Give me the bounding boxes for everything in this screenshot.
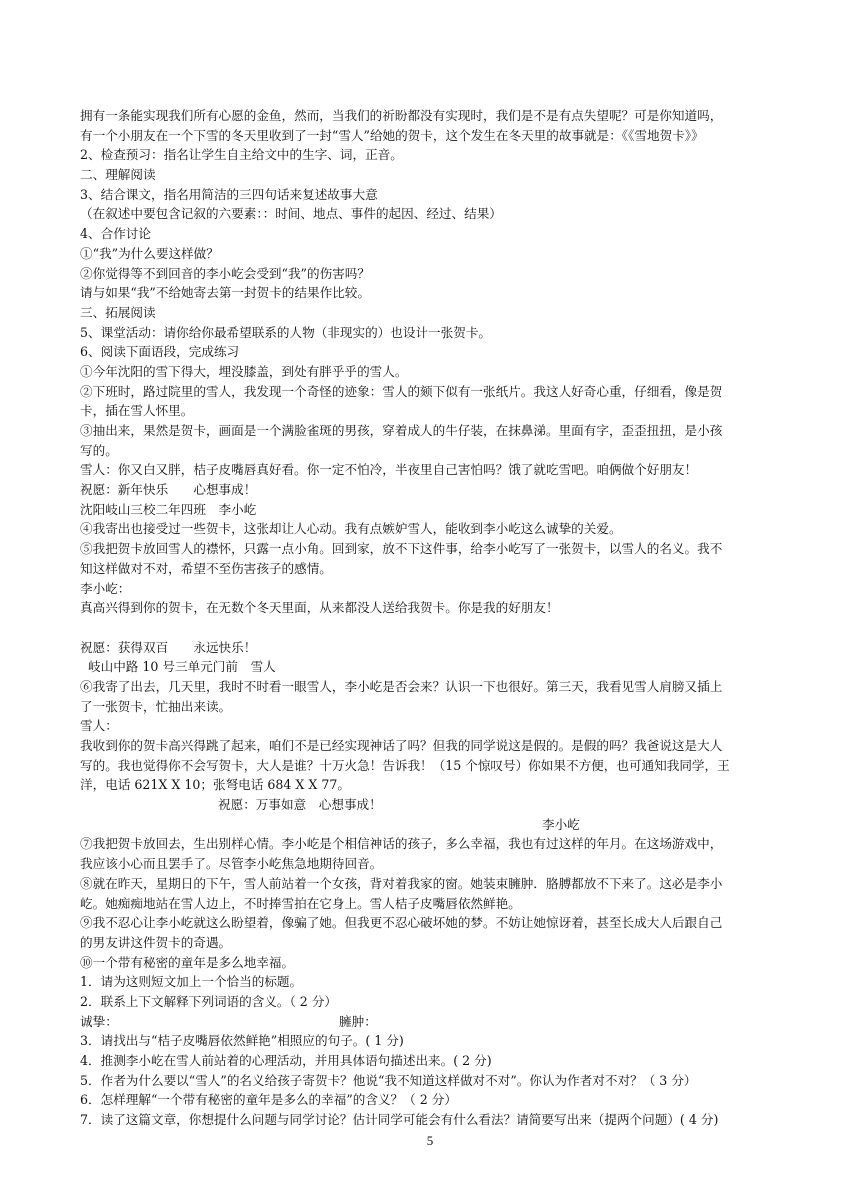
vocab-term-1: 诚挚： (80, 1013, 118, 1029)
passage-line: ⑧就在昨天，星期日的下午，雪人前站着一个女孩，背对着我家的窗。她装束臃肿．胳膊都放不下来了。这必是李小 (80, 875, 723, 891)
passage-line: 祝愿：获得双百 永远快乐！ (80, 639, 257, 655)
passage-line: 李小屹 (542, 816, 580, 832)
question-line: 3．请找出与“桔子皮嘴唇依然鲜艳”相照应的句子。( 1 分) (80, 1033, 404, 1049)
passage-line: 屹。她痴痴地站在雪人边上，不时捧雪拍在它身上。雪人桔子皮嘴唇依然鲜艳。 (80, 895, 521, 911)
passage-line: ⑥我寄了出去，几天里，我时不时看一眼雪人，李小屹是否会来？认识一下也很好。第三天，我看见雪人肩膀又插上 (80, 678, 723, 694)
text-line: 6、阅读下面语段，完成练习 (80, 344, 240, 360)
section-heading: 三、拓展阅读 (80, 304, 156, 320)
passage-line: ①今年沈阳的雪下得大，埋没膝盖，到处有胖乎乎的雪人。 (80, 363, 408, 379)
text-line: 请与如果“我”不给她寄去第一封贺卡的结果作比较。 (80, 285, 370, 301)
question-line: 1．请为这则短文加上一个恰当的标题。 (80, 974, 303, 990)
passage-line: 李小屹： (80, 580, 131, 596)
text-line: ①“我”为什么要这样做？ (80, 245, 219, 261)
passage-line: 我应该小心而且罢手了。尽管李小屹焦急地期待回音。 (80, 856, 383, 872)
text-line: 4、合作讨论 (80, 226, 151, 242)
passage-line: 写的。 (80, 442, 118, 458)
question-line: 4．推测李小屹在雪人前站着的心理活动，并用具体语句描述出来。( 2 分) (80, 1053, 492, 1068)
text-line: （在叙述中要包含记叙的六要素：：时间、地点、事件的起因、经过、结果） (80, 206, 502, 222)
passage-line: 洋，电话 621X X 10；张弩电话 684 X X 77。 (80, 777, 350, 793)
passage-line: 我收到你的贺卡高兴得跳了起来，咱们不是已经实现神话了吗？但我的同学说这是假的。是假的吗？我爸说这是大人 (80, 738, 723, 753)
blank-line (80, 618, 800, 638)
passage-line: ④我寄出也接受过一些贺卡，这张却让人心动。我有点嫉妒雪人，能收到李小屹这么诚挚的关爱。 (80, 521, 622, 537)
text-line: ②你觉得等不到回音的李小屹会受到“我”的伤害吗？ (80, 265, 370, 281)
passage-line: ③抽出来，果然是贺卡，画面是一个满脸雀斑的男孩，穿着成人的牛仔装，在抹鼻涕。里面有字，歪歪扭扭，是小孩 (80, 423, 723, 438)
question-line: 6．怎样理解“一个带有秘密的童年是多么的幸福”的含义？（ 2 分） (80, 1092, 457, 1108)
page-number: 5 (426, 1133, 434, 1148)
passage-line: ⑦我把贺卡放回去，生出别样心情。李小屹是个相信神话的孩子，多么幸福，我也有过这样的年月。在这场游戏中， (80, 836, 723, 852)
passage-line: 祝愿：新年快乐 心想事成！ (80, 482, 257, 498)
passage-line: 雪人： (80, 718, 118, 734)
passage-line: ⑤我把贺卡放回雪人的襟怀，只露一点小角。回到家，放不下这件事，给李小屹写了一张贺卡，以雪人的名义。我不 (80, 541, 723, 557)
text-line: 2、检查预习：指名让学生自主给文中的生字、词，正音。 (80, 147, 403, 163)
passage-line: 写的。我也觉得你不会写贺卡，大人是谁？十万火急！告诉我！（15 个惊叹号）你如果不方便，也可通知我同学，王 (80, 757, 730, 773)
passage-line: 了一张贺卡，忙抽出来读。 (80, 698, 232, 714)
text-line: 有一个小朋友在一个下雪的冬天里收到了一封“雪人”给她的贺卡，这个发生在冬天里的故事就是：《《雪地贺卡》》 (80, 127, 704, 143)
passage-line: 的男友讲这件贺卡的奇遇。 (80, 934, 232, 950)
passage-line: 卡，插在雪人怀里。 (80, 403, 194, 419)
passage-line: ②下班时，路过院里的雪人，我发现一个奇怪的迹象：雪人的颏下似有一张纸片。我这人好奇心重，仔细看，像是贺 (80, 383, 723, 399)
document-body (80, 106, 800, 1130)
passage-line: 祝愿：万事如意 心想事成！ (218, 797, 382, 813)
section-heading: 二、理解阅读 (80, 167, 156, 183)
passage-line: 雪人：你又白又胖，桔子皮嘴唇真好看。你一定不怕冷，半夜里自己害怕吗？饿了就吃雪吧。咱俩做个好朋友！ (80, 462, 698, 478)
vocab-row (80, 1012, 800, 1032)
passage-line: 知这样做对不对，希望不至伤害孩子的感情。 (80, 560, 332, 576)
question-line: 7．读了这篇文章，你想提什么问题与同学讨论？估计同学可能会有什么看法？请简要写出来（提两个问题）( 4 分) (80, 1112, 719, 1128)
text-line: 3、结合课文，指名用简洁的三四句话来复述故事大意 (80, 186, 378, 202)
text-line: 拥有一条能实现我们所有心愿的金鱼，然而，当我们的祈盼都没有实现时，我们是不是有点失望呢？可是你知道吗， (80, 108, 723, 123)
passage-line: ⑩一个带有秘密的童年是多么地幸福。 (80, 954, 295, 970)
text-line: 5、课堂活动：请你给你最希望联系的人物（非现实的）也设计一张贺卡。 (80, 324, 492, 340)
vocab-term-2: 臃肿： (339, 1013, 377, 1029)
passage-line: 真高兴得到你的贺卡，在无数个冬天里面，从来都没人送给我贺卡。你是我的好朋友！ (80, 600, 559, 616)
passage-line: 沈阳岐山三校二年四班 李小屹 (80, 501, 257, 517)
question-line: 5．作者为什么要以“雪人”的名义给孩子寄贺卡？他说“我不知道这样做对不对”。你认为作者对不对？（ 3 分） (80, 1072, 697, 1088)
question-line: 2．联系上下文解释下列词语的含义。（ 2 分） (80, 993, 338, 1009)
passage-line: 岐山中路 10 号三单元门前 雪人 (88, 659, 276, 675)
passage-line: ⑨我不忍心让李小屹就这么盼望着，像骗了她。但我更不忍心破坏她的梦。不妨让她惊讶着，甚至长成大人后跟自己 (80, 915, 723, 931)
